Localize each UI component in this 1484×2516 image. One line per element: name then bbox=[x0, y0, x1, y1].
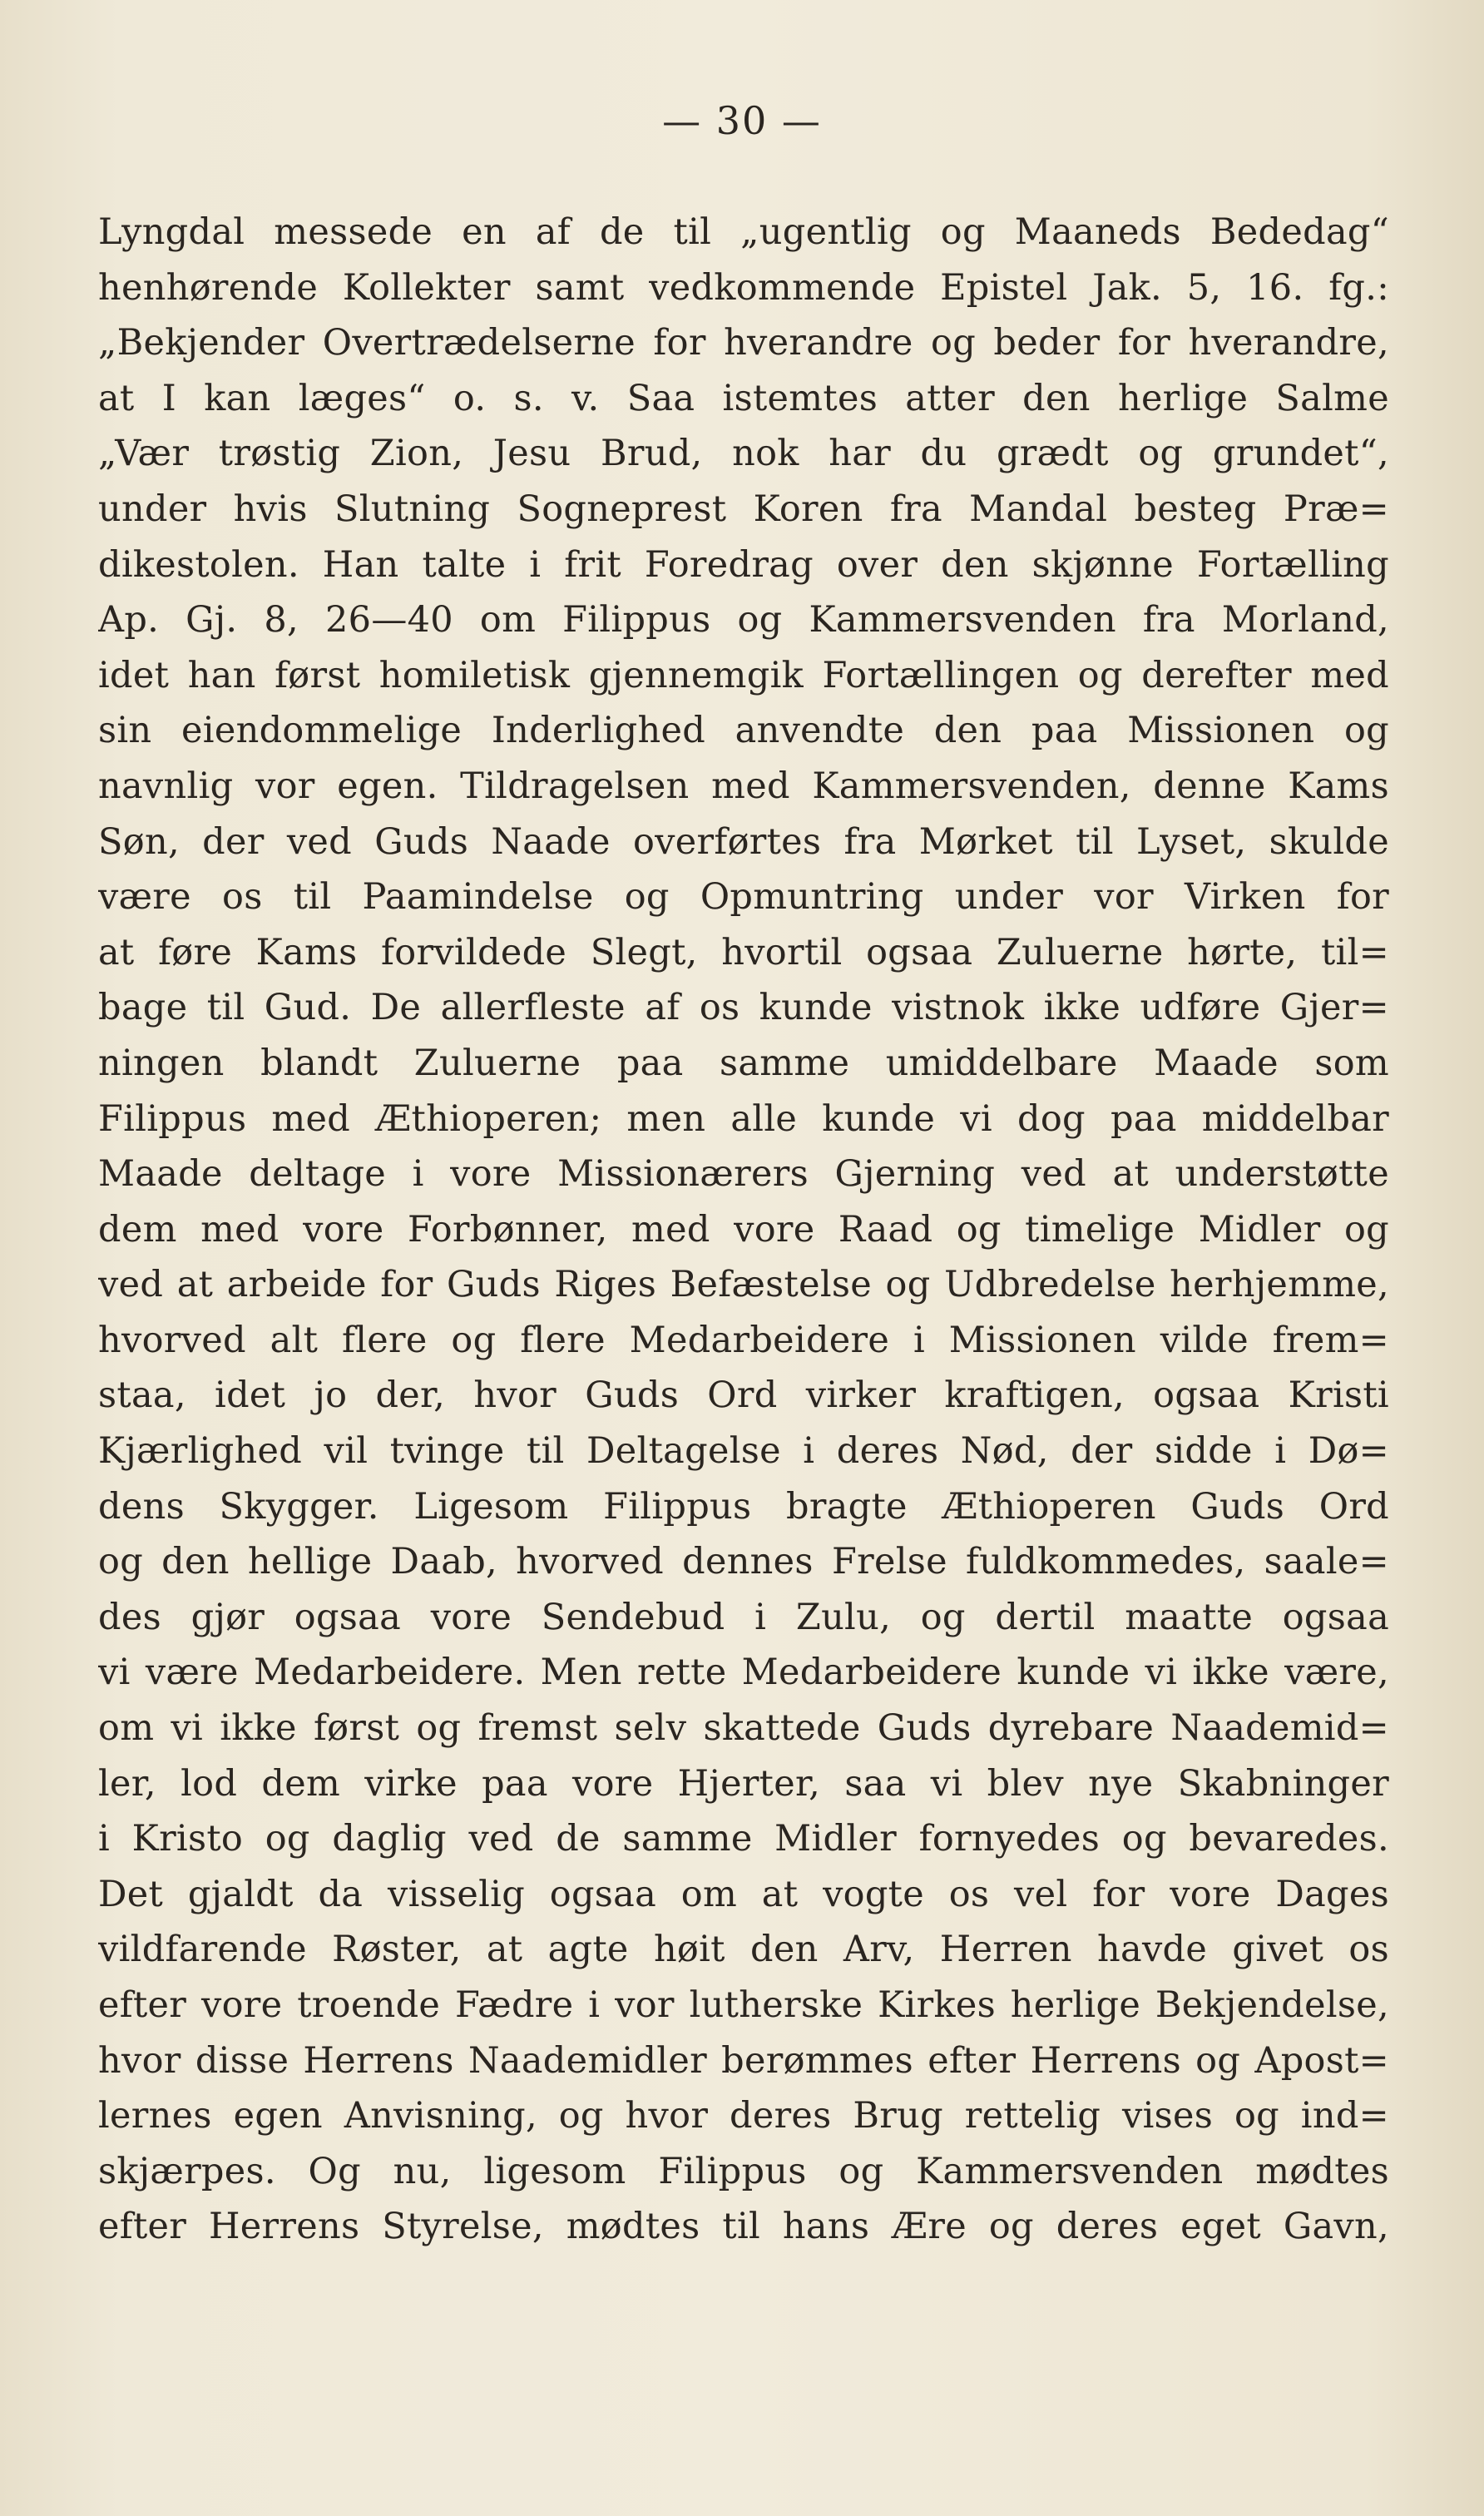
text-line: i Kristo og daglig ved de samme Midler fornyedes og bevaredes. bbox=[98, 1818, 1389, 1860]
text-line: at I kan læges“ o. s. v. Saa istemtes atter den herlige Salme bbox=[98, 377, 1389, 419]
text-line: Lyngdal messede en af de til „ugentlig og Maaneds Bededag“ bbox=[98, 211, 1389, 253]
text-line: lernes egen Anvisning, og hvor deres Brug rettelig vises og ind= bbox=[98, 2095, 1389, 2137]
text-line: dem med vore Forbønner, med vore Raad og timelige Midler og bbox=[98, 1208, 1389, 1251]
text-line: ningen blandt Zuluerne paa samme umiddelbare Maade som bbox=[98, 1042, 1389, 1084]
text-line: efter Herrens Styrelse, mødtes til hans Ære og deres eget Gavn, bbox=[98, 2206, 1389, 2248]
text-line: Det gjaldt da visselig ogsaa om at vogte os vel for vore Dages bbox=[98, 1873, 1389, 1915]
text-line: des gjør ogsaa vore Sendebud i Zulu, og dertil maatte ogsaa bbox=[98, 1596, 1389, 1638]
text-line: dens Skygger. Ligesom Filippus bragte Æthioperen Guds Ord bbox=[98, 1485, 1389, 1528]
text-line: under hvis Slutning Sogneprest Koren fra Mandal besteg Præ= bbox=[98, 488, 1389, 530]
text-line: sin eiendommelige Inderlighed anvendte den paa Missionen og bbox=[98, 710, 1389, 752]
text-line: Filippus med Æthioperen; men alle kunde vi dog paa middelbar bbox=[98, 1097, 1389, 1140]
text-line: ler, lod dem virke paa vore Hjerter, saa vi blev nye Skabninger bbox=[98, 1762, 1389, 1805]
text-line: være os til Paamindelse og Opmuntring under vor Virken for bbox=[98, 876, 1389, 919]
text-line: hvorved alt flere og flere Medarbeidere i Missionen vilde frem= bbox=[98, 1319, 1389, 1361]
page-number: — 30 — bbox=[662, 98, 822, 143]
text-line: at føre Kams forvildede Slegt, hvortil ogsaa Zuluerne hørte, til= bbox=[98, 931, 1389, 973]
text-line: „Vær trøstig Zion, Jesu Brud, nok har du grædt og grundet“, bbox=[98, 433, 1389, 475]
text-line: om vi ikke først og fremst selv skattede Guds dyrebare Naademid= bbox=[98, 1707, 1389, 1750]
text-line: henhørende Kollekter samt vedkommende Epistel Jak. 5, 16. fg.: bbox=[98, 266, 1389, 309]
text-line: hvor disse Herrens Naademidler berømmes efter Herrens og Apost= bbox=[98, 2039, 1389, 2082]
text-line: Maade deltage i vore Missionærers Gjerning ved at understøtte bbox=[98, 1153, 1389, 1196]
text-line: dikestolen. Han talte i frit Foredrag over den skjønne Fortælling bbox=[98, 543, 1389, 586]
text-line: vildfarende Røster, at agte høit den Arv, Herren havde givet os bbox=[98, 1929, 1389, 1971]
text-line: efter vore troende Fædre i vor lutherske Kirkes herlige Bekjendelse, bbox=[98, 1984, 1389, 2026]
text-line: og den hellige Daab, hvorved dennes Frelse fuldkommedes, saale= bbox=[98, 1541, 1389, 1583]
text-line: idet han først homiletisk gjennemgik Fortællingen og derefter med bbox=[98, 654, 1389, 696]
text-line: navnlig vor egen. Tildragelsen med Kammersvenden, denne Kams bbox=[98, 765, 1389, 807]
text-line: Ap. Gj. 8, 26—40 om Filippus og Kammersvenden fra Morland, bbox=[98, 599, 1389, 641]
text-line: skjærpes. Og nu, ligesom Filippus og Kammersvenden mødtes bbox=[98, 2150, 1389, 2192]
text-line: Kjærlighed vil tvinge til Deltagelse i deres Nød, der sidde i Dø= bbox=[98, 1430, 1389, 1473]
text-line: „Bekjender Overtrædelserne for hverandre og beder for hverandre, bbox=[98, 322, 1389, 364]
body-text bbox=[98, 205, 1389, 2255]
text-line: vi være Medarbeidere. Men rette Medarbeidere kunde vi ikke være, bbox=[98, 1652, 1389, 1694]
text-line: ved at arbeide for Guds Riges Befæstelse og Udbredelse herhjemme, bbox=[98, 1264, 1389, 1306]
text-line: staa, idet jo der, hvor Guds Ord virker kraftigen, ogsaa Kristi bbox=[98, 1374, 1389, 1417]
text-line: bage til Gud. De allerfleste af os kunde vistnok ikke udføre Gjer= bbox=[98, 987, 1389, 1029]
text-line: Søn, der ved Guds Naade overførtes fra Mørket til Lyset, skulde bbox=[98, 820, 1389, 863]
